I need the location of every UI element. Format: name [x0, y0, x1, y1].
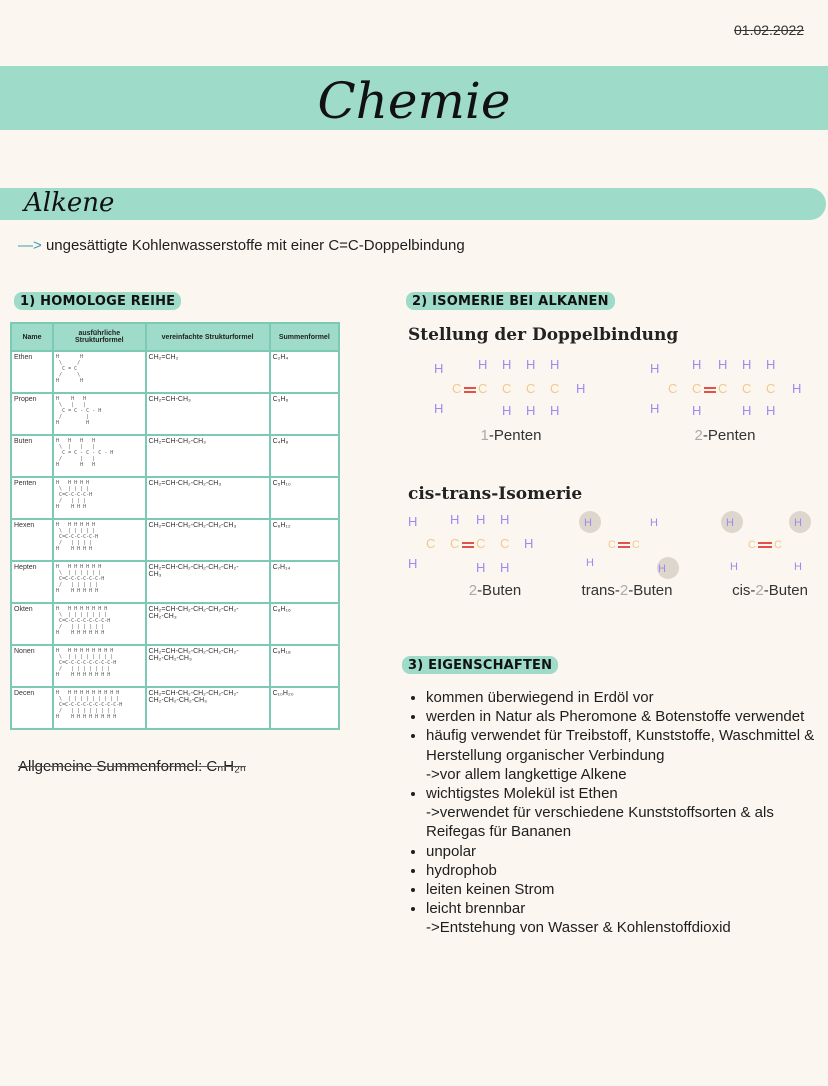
- col-header-sum: Summenformel: [270, 323, 339, 351]
- svg-text:H: H: [434, 361, 444, 376]
- cell-name: Hepten: [11, 561, 53, 603]
- svg-text:H: H: [650, 361, 660, 376]
- col-header-simple: vereinfachte Strukturformel: [146, 323, 270, 351]
- cell-sum-formula: C₃H₆: [270, 393, 339, 435]
- 2-buten-structure: [404, 510, 544, 580]
- cell-simple-formula: CH₂=CH-CH₂-CH₂-CH₂-CH₃: [146, 519, 270, 561]
- list-item: [426, 861, 820, 880]
- svg-text:H: H: [500, 512, 510, 527]
- list-item-text: • wichtigstes Molekül ist Ethen: [426, 785, 618, 803]
- isomerie-heading: 2) ISOMERIE BEI ALKANEN: [406, 292, 615, 310]
- svg-text:H: H: [550, 357, 560, 372]
- 2-buten-label: 2-Buten: [468, 582, 522, 599]
- cell-sum-formula: C₉H₁₈: [270, 645, 339, 687]
- list-item-note: ->verwendet für verschiedene Kunststoffsorten & als Reifegas für Bananen: [426, 804, 774, 841]
- table-row: [11, 687, 339, 729]
- cis-2-buten-structure: [718, 508, 818, 580]
- homologe-reihe-table: [10, 322, 340, 730]
- cell-name: Okten: [11, 603, 53, 645]
- list-item-text: • kommen überwiegend in Erdöl vor: [426, 689, 654, 706]
- table-row: [11, 561, 339, 603]
- svg-text:H: H: [692, 403, 702, 418]
- table-row: [11, 435, 339, 477]
- cell-structure: H H H H H H H \ | | | | | | C=C-C-C-C-C-C-H / | | | | | H H H H H H: [53, 561, 146, 603]
- cell-structure: H H H H H H \ | | | | | C=C-C-C-C-C-H / | | | | H H H H H: [53, 519, 146, 561]
- svg-text:H: H: [550, 403, 560, 418]
- section-title: Alkene: [24, 188, 115, 218]
- intro-line: [18, 237, 465, 254]
- list-item-text: • hydrophob: [426, 861, 497, 879]
- svg-text:C: C: [748, 539, 756, 551]
- list-item: [426, 726, 820, 784]
- cell-name: Decen: [11, 687, 53, 729]
- svg-text:H: H: [692, 357, 702, 372]
- list-item-text: • leiten keinen Strom: [426, 881, 555, 899]
- svg-text:C: C: [476, 536, 486, 551]
- svg-text:H: H: [476, 560, 486, 575]
- svg-text:C: C: [502, 381, 512, 396]
- cell-structure: H H \ / C = C / \ H H: [53, 351, 146, 393]
- svg-text:H: H: [792, 381, 802, 396]
- eigenschaften-list: [408, 688, 820, 938]
- col-header-name: Name: [11, 323, 53, 351]
- arrow-icon: —>: [18, 237, 42, 254]
- list-item: [426, 688, 820, 707]
- svg-text:H: H: [434, 401, 444, 416]
- list-item: [426, 880, 820, 899]
- svg-text:H: H: [658, 563, 666, 575]
- svg-text:H: H: [766, 403, 776, 418]
- eigenschaften-heading: 3) EIGENSCHAFTEN: [402, 656, 558, 674]
- table-row: [11, 519, 339, 561]
- cell-sum-formula: C₄H₈: [270, 435, 339, 477]
- svg-text:H: H: [502, 403, 512, 418]
- date: 01.02.2022: [734, 22, 805, 38]
- svg-text:H: H: [524, 536, 534, 551]
- general-formula-label: Allgemeine Summenformel:: [18, 758, 203, 775]
- svg-text:H: H: [476, 512, 486, 527]
- svg-text:H: H: [526, 403, 536, 418]
- svg-text:H: H: [526, 357, 536, 372]
- svg-text:H: H: [500, 560, 510, 575]
- svg-text:C: C: [692, 381, 702, 396]
- svg-text:C: C: [774, 539, 782, 551]
- svg-text:H: H: [730, 561, 738, 573]
- cell-simple-formula: CH₂=CH-CH₂-CH₂-CH₂-CH₂- CH₂-CH₃: [146, 603, 270, 645]
- svg-text:H: H: [726, 517, 734, 529]
- svg-text:H: H: [794, 517, 802, 529]
- cell-sum-formula: C₆H₁₂: [270, 519, 339, 561]
- svg-text:H: H: [650, 401, 660, 416]
- 1-penten-label: 1-Penten: [480, 427, 542, 444]
- svg-text:C: C: [718, 381, 728, 396]
- svg-text:C: C: [500, 536, 510, 551]
- svg-text:H: H: [502, 357, 512, 372]
- cell-structure: H H H H H H H H H H \ | | | | | | | | | C=C-C-C-C-C-C-C-C-C-H / | | | | | | | | H H H H H H H H H: [53, 687, 146, 729]
- svg-text:H: H: [584, 517, 592, 529]
- list-item-text: • leicht brennbar: [426, 900, 526, 918]
- cis-trans-title: cis-trans-Isomerie: [408, 484, 583, 504]
- svg-text:H: H: [408, 514, 418, 529]
- cell-sum-formula: C₇H₁₄: [270, 561, 339, 603]
- svg-text:C: C: [632, 539, 640, 551]
- 2-penten-structure: [646, 355, 816, 421]
- table-row: [11, 603, 339, 645]
- cell-simple-formula: CH₂=CH₂: [146, 351, 270, 393]
- svg-text:C: C: [668, 381, 678, 396]
- cell-name: Nonen: [11, 645, 53, 687]
- cell-name: Penten: [11, 477, 53, 519]
- list-item: [426, 899, 820, 937]
- table-row: [11, 645, 339, 687]
- cell-simple-formula: CH₂=CH-CH₂-CH₂-CH₂-CH₂- CH₂-CH₂-CH₂-CH₃: [146, 687, 270, 729]
- svg-text:C: C: [742, 381, 752, 396]
- svg-text:H: H: [766, 357, 776, 372]
- trans-2-buten-label: trans-2-Buten: [581, 582, 673, 599]
- svg-text:H: H: [742, 403, 752, 418]
- list-item-note: ->vor allem langkettige Alkene: [426, 765, 627, 783]
- table-row: [11, 477, 339, 519]
- list-item-note: ->Entstehung von Wasser & Kohlenstoffdioxid: [426, 919, 731, 937]
- cell-structure: H H H H H \ | | | | C=C-C-C-C-H / | | | H H H H: [53, 477, 146, 519]
- cell-simple-formula: CH₂=CH-CH₂-CH₂-CH₂-CH₂- CH₂-CH₂-CH₃: [146, 645, 270, 687]
- cell-simple-formula: CH₂=CH-CH₂-CH₃: [146, 435, 270, 477]
- trans-2-buten-structure: [576, 508, 686, 580]
- table-row: [11, 393, 339, 435]
- stellung-title: Stellung der Doppelbindung: [408, 325, 679, 345]
- general-formula-value: CₙH₂ₙ: [206, 758, 246, 775]
- cell-structure: H H H H \ | | | C = C - C - C - H / | | H H H: [53, 435, 146, 477]
- svg-text:H: H: [586, 557, 594, 569]
- svg-text:C: C: [526, 381, 536, 396]
- svg-text:C: C: [450, 536, 460, 551]
- svg-text:C: C: [478, 381, 488, 396]
- list-item-text: • häufig verwendet für Treibstoff, Kunststoffe, Waschmittel & Herstellung organischer Verbindung: [426, 727, 815, 764]
- cell-name: Ethen: [11, 351, 53, 393]
- cell-structure: H H H H H H H H \ | | | | | | | C=C-C-C-C-C-C-C-H / | | | | | | H H H H H H H: [53, 603, 146, 645]
- svg-text:C: C: [766, 381, 776, 396]
- cell-structure: H H H \ | | C = C - C - H / | H H: [53, 393, 146, 435]
- svg-text:H: H: [408, 556, 418, 571]
- col-header-struct: ausführliche Strukturformel: [53, 323, 146, 351]
- table-row: [11, 351, 339, 393]
- list-item-text: • unpolar: [426, 842, 477, 860]
- list-item: [426, 784, 820, 842]
- list-item: [426, 707, 820, 726]
- 1-penten-structure: [430, 355, 600, 421]
- cell-simple-formula: CH₂=CH-CH₃: [146, 393, 270, 435]
- svg-text:H: H: [650, 517, 658, 529]
- cell-name: Buten: [11, 435, 53, 477]
- intro-text: ungesättigte Kohlenwasserstoffe mit einer C=C-Doppelbindung: [45, 237, 465, 254]
- svg-text:H: H: [718, 357, 728, 372]
- cis-2-buten-label: cis-2-Buten: [732, 582, 808, 599]
- cell-sum-formula: C₈H₁₆: [270, 603, 339, 645]
- svg-text:C: C: [426, 536, 436, 551]
- svg-text:H: H: [576, 381, 586, 396]
- cell-sum-formula: C₅H₁₀: [270, 477, 339, 519]
- cell-sum-formula: C₂H₄: [270, 351, 339, 393]
- list-item-text: • werden in Natur als Pheromone & Botenstoffe verwendet: [426, 708, 805, 726]
- cell-name: Propen: [11, 393, 53, 435]
- cell-structure: H H H H H H H H H \ | | | | | | | | C=C-C-C-C-C-C-C-C-H / | | | | | | | H H H H H H H H: [53, 645, 146, 687]
- page-title: Chemie: [317, 72, 511, 130]
- svg-text:H: H: [450, 512, 460, 527]
- section-band: [0, 188, 826, 220]
- general-formula: [18, 757, 246, 775]
- svg-text:H: H: [478, 357, 488, 372]
- cell-name: Hexen: [11, 519, 53, 561]
- list-item: [426, 842, 820, 861]
- svg-text:H: H: [794, 561, 802, 573]
- 2-penten-label: 2-Penten: [694, 427, 756, 444]
- svg-text:H: H: [742, 357, 752, 372]
- homologe-reihe-heading: 1) HOMOLOGE REIHE: [14, 292, 181, 310]
- cell-sum-formula: C₁₀H₂₀: [270, 687, 339, 729]
- cell-simple-formula: CH₂=CH-CH₂-CH₂-CH₃: [146, 477, 270, 519]
- svg-text:C: C: [550, 381, 560, 396]
- svg-text:C: C: [608, 539, 616, 551]
- cell-simple-formula: CH₂=CH-CH₂-CH₂-CH₂-CH₂- CH₃: [146, 561, 270, 603]
- svg-text:C: C: [452, 381, 462, 396]
